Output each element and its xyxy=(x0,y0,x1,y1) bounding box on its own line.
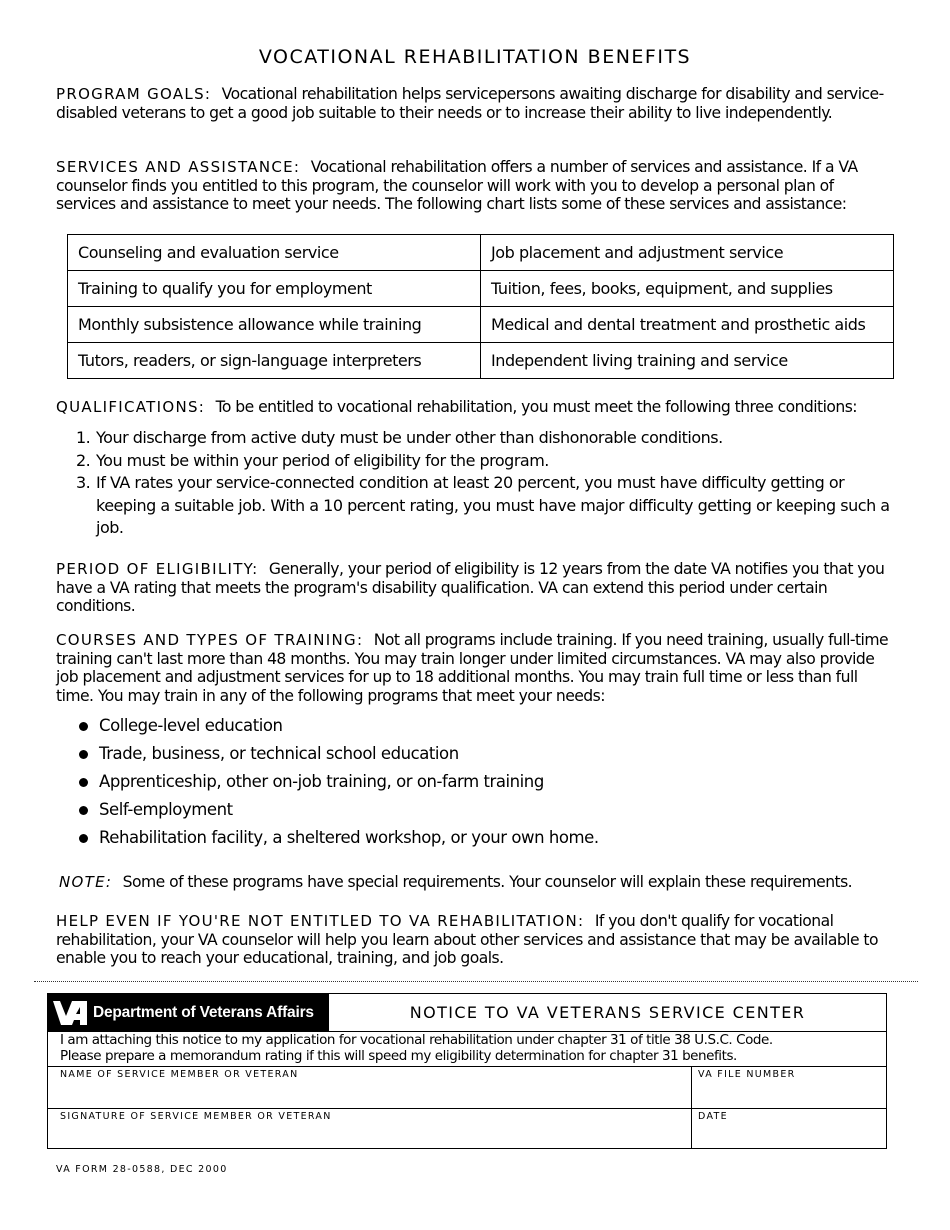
table-cell: Training to qualify you for employment xyxy=(68,271,481,307)
list-item xyxy=(76,796,876,824)
list-number: 3. xyxy=(76,473,91,492)
qualifications-heading: QUALIFICATIONS: xyxy=(56,398,206,416)
program-goals-text: Vocational rehabilitation helps servicepersons awaiting discharge for disability and service-disabled veterans to get a good job suitable to their needs or to increase their ability to live independently. xyxy=(56,85,884,122)
list-item-text: Self-employment xyxy=(99,800,233,819)
table-cell: Monthly subsistence allowance while training xyxy=(68,307,481,343)
help-section xyxy=(56,912,896,968)
courses-section xyxy=(56,631,896,705)
services-text: Vocational rehabilitation offers a number of services and assistance. If a VA counselor finds you entitled to this program, the counselor will work with you to develop a personal plan of services and assistance to meet your needs. The following chart lists some of these services and assistance: xyxy=(56,158,858,213)
list-item-text: Your discharge from active duty must be under other than dishonorable conditions. xyxy=(96,428,723,447)
table-row xyxy=(68,235,894,271)
list-item xyxy=(76,740,876,768)
list-item xyxy=(76,712,876,740)
note-section xyxy=(59,873,899,892)
bullet-icon xyxy=(79,778,88,787)
attachment-statement xyxy=(60,1032,880,1064)
list-item xyxy=(76,768,876,796)
help-text: If you don't qualify for vocational rehabilitation, your VA counselor will help you learn about other services and assistance that may be available to enable you to reach your educational, training, and job goals. xyxy=(56,912,878,967)
bullet-icon xyxy=(79,722,88,731)
bullet-icon xyxy=(79,806,88,815)
eligibility-section xyxy=(56,560,896,616)
list-item-text: Apprenticeship, other on-job training, or on-farm training xyxy=(99,772,544,791)
form-row xyxy=(48,1108,886,1149)
date-label: DATE xyxy=(698,1111,728,1122)
file-number-field[interactable] xyxy=(692,1067,886,1109)
eligibility-text: Generally, your period of eligibility is 12 years from the date VA notifies you that you have a VA rating that meets the program's disability qualification. VA can extend this period under certain conditions. xyxy=(56,560,885,615)
table-cell: Medical and dental treatment and prosthetic aids xyxy=(481,307,894,343)
program-goals-section xyxy=(56,85,896,122)
bullet-icon xyxy=(79,834,88,843)
qualifications-text: To be entitled to vocational rehabilitation, you must meet the following three conditions: xyxy=(215,398,857,416)
table-cell: Job placement and adjustment service xyxy=(481,235,894,271)
courses-heading: COURSES AND TYPES OF TRAINING: xyxy=(56,631,364,649)
notice-title: NOTICE TO VA VETERANS SERVICE CENTER xyxy=(409,1003,806,1022)
list-item xyxy=(76,472,896,540)
va-seal-icon xyxy=(52,998,88,1028)
table-row xyxy=(68,343,894,379)
attachment-line: I am attaching this notice to my application for vocational rehabilitation under chapter 31 of title 38 U.S.C. Code. xyxy=(60,1032,773,1048)
courses-text: Not all programs include training. If you need training, usually full-time training can't last more than 48 months. You may train longer under limited circumstances. VA may also provide job placement and adjustment services for up to 18 additional months. You may train full time or less than full time. You may train in any of the following programs that meet your needs: xyxy=(56,631,889,705)
name-field[interactable] xyxy=(48,1067,692,1109)
qualifications-list xyxy=(76,427,896,540)
attachment-line: Please prepare a memorandum rating if this will speed my eligibility determination for chapter 31 benefits. xyxy=(60,1048,737,1064)
services-table xyxy=(67,234,894,379)
va-logo xyxy=(48,994,329,1031)
help-heading: HELP EVEN IF YOU'RE NOT ENTITLED TO VA REHABILITATION: xyxy=(56,912,585,930)
form-row xyxy=(48,1066,886,1109)
eligibility-heading: PERIOD OF ELIGIBILITY: xyxy=(56,560,259,578)
table-row xyxy=(68,271,894,307)
services-section xyxy=(56,158,896,214)
signature-label: SIGNATURE OF SERVICE MEMBER OR VETERAN xyxy=(60,1111,332,1122)
services-heading: SERVICES AND ASSISTANCE: xyxy=(56,158,301,176)
list-item-text: If VA rates your service-connected condition at least 20 percent, you must have difficulty getting or keeping a suitable job. With a 10 percent rating, you must have major difficulty getting or keeping such a job. xyxy=(96,473,890,537)
table-cell: Independent living training and service xyxy=(481,343,894,379)
list-number: 2. xyxy=(76,450,91,470)
file-number-label: VA FILE NUMBER xyxy=(698,1069,796,1080)
table-cell: Tuition, fees, books, equipment, and supplies xyxy=(481,271,894,307)
list-item-text: You must be within your period of eligibility for the program. xyxy=(96,450,549,470)
list-item xyxy=(76,450,896,473)
list-number: 1. xyxy=(76,428,91,447)
list-item xyxy=(76,427,896,450)
name-label: NAME OF SERVICE MEMBER OR VETERAN xyxy=(60,1069,299,1080)
page-title: VOCATIONAL REHABILITATION BENEFITS xyxy=(258,46,692,68)
training-programs-list xyxy=(76,712,876,852)
table-cell: Tutors, readers, or sign-language interpreters xyxy=(68,343,481,379)
bullet-icon xyxy=(79,750,88,759)
form-identifier: VA FORM 28-0588, DEC 2000 xyxy=(56,1164,228,1175)
form-header xyxy=(48,994,886,1032)
list-item-text: College-level education xyxy=(99,716,283,735)
program-goals-heading: PROGRAM GOALS: xyxy=(56,85,212,103)
list-item-text: Rehabilitation facility, a sheltered workshop, or your own home. xyxy=(99,828,599,847)
list-item xyxy=(76,824,876,852)
signature-field[interactable] xyxy=(48,1109,692,1149)
list-item-text: Trade, business, or technical school education xyxy=(99,744,459,763)
tear-off-line xyxy=(34,981,918,982)
department-name: Department of Veterans Affairs xyxy=(93,1003,314,1021)
qualifications-section xyxy=(56,398,896,417)
table-row xyxy=(68,307,894,343)
table-cell: Counseling and evaluation service xyxy=(68,235,481,271)
date-field[interactable] xyxy=(692,1109,886,1149)
notice-form xyxy=(47,993,887,1149)
note-text: Some of these programs have special requirements. Your counselor will explain these requirements. xyxy=(122,873,853,891)
note-heading: NOTE: xyxy=(59,873,113,891)
